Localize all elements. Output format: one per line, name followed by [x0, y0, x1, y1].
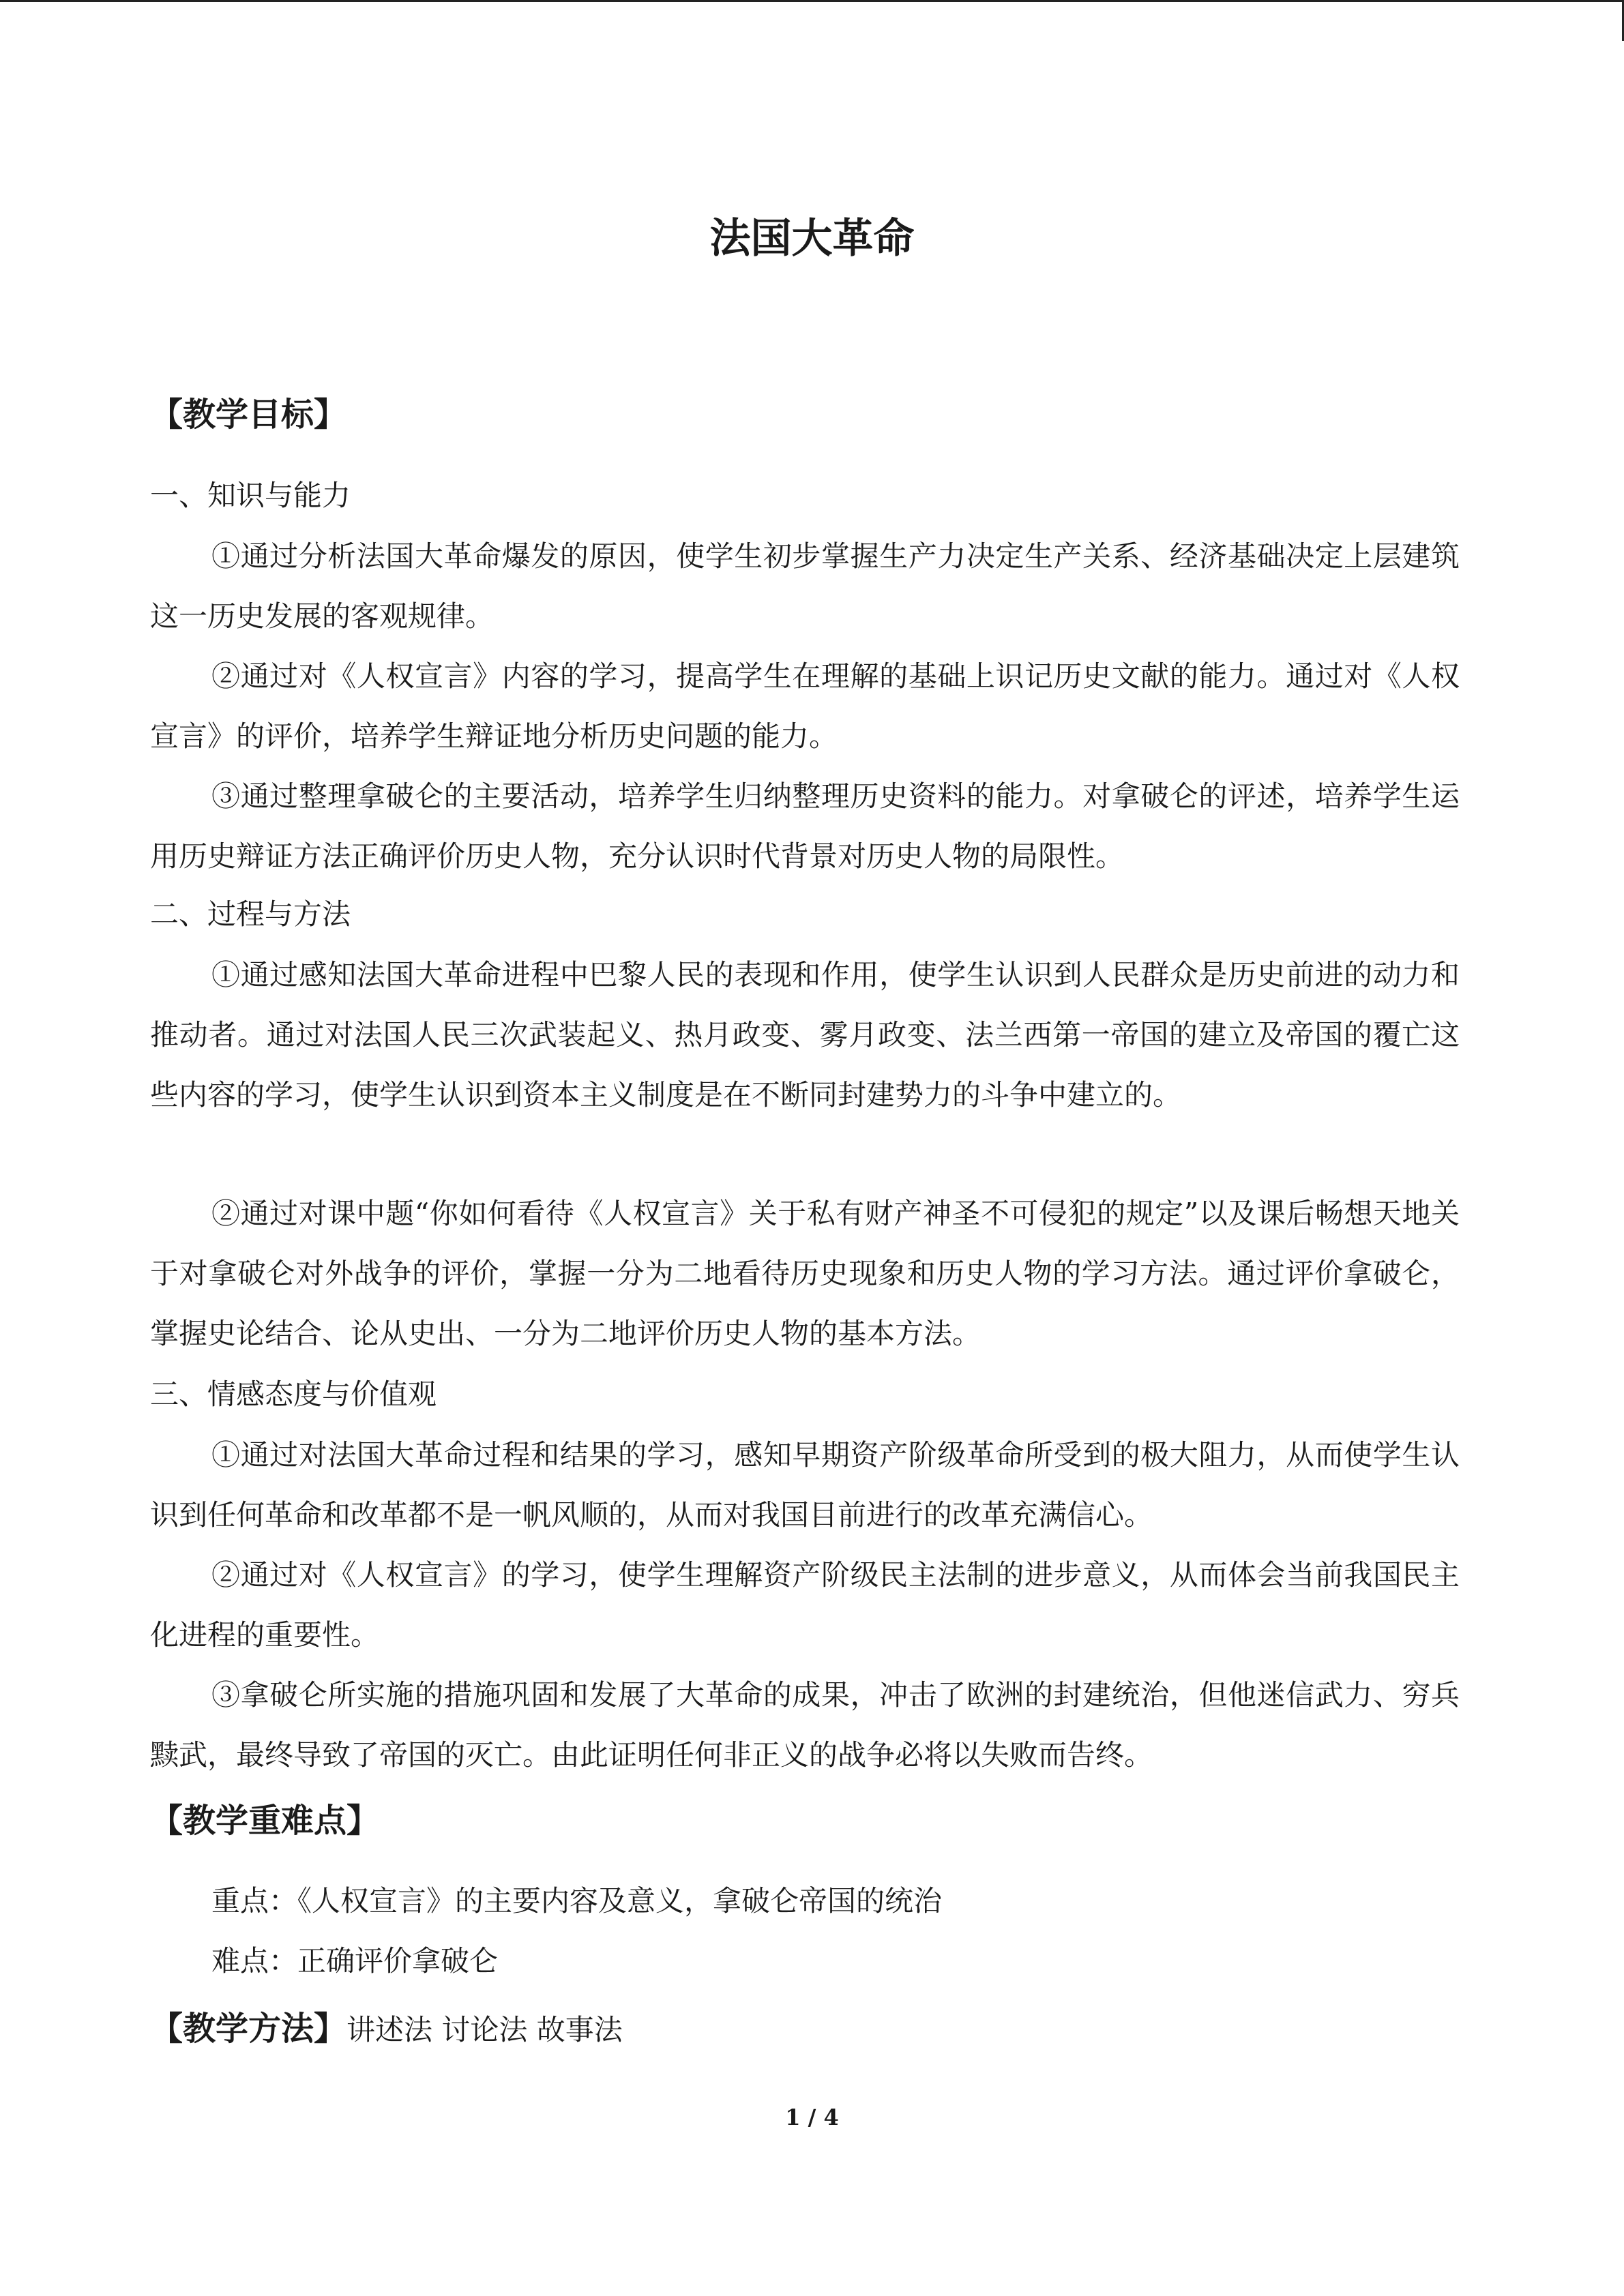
subheading-process-method: 二、过程与方法: [150, 897, 351, 931]
key-point-text: 重点：《人权宣言》的主要内容及意义，拿破仑帝国的统治: [211, 1884, 943, 1918]
subheading-knowledge-ability: 一、知识与能力: [150, 479, 351, 512]
paragraph-knowledge-2: ②通过对《人权宣言》内容的学习，提高学生在理解的基础上识记历史文献的能力。通过对《人权宣言》的评价，培养学生辩证地分析历史问题的能力。: [150, 659, 1460, 753]
teaching-methods-label: 【教学方法】: [150, 2010, 347, 2048]
page-number: 1 / 4: [785, 2104, 839, 2130]
paragraph-process-1: ①通过感知法国大革命进程中巴黎人民的表现和作用，使学生认识到人民群众是历史前进的动力和推动者。通过对法国人民三次武装起义、热月政变、雾月政变、法兰西第一帝国的建立及帝国的覆亡这些内容的学习，使学生认识到资本主义制度是在不断同封建势力的斗争中建立的。: [150, 958, 1460, 1112]
heading-teaching-goals: 【教学目标】: [150, 396, 347, 434]
paragraph-values-2: ②通过对《人权宣言》的学习，使学生理解资产阶级民主法制的进步意义，从而体会当前我国民主化进程的重要性。: [150, 1558, 1460, 1652]
heading-key-points: 【教学重难点】: [150, 1802, 380, 1840]
top-border-line: [0, 0, 1624, 2]
paragraph-knowledge-3: ③通过整理拿破仑的主要活动，培养学生归纳整理历史资料的能力。对拿破仑的评述，培养学生运用历史辩证方法正确评价历史人物，充分认识时代背景对历史人物的局限性。: [150, 779, 1460, 873]
document-title: 法国大革命: [709, 215, 915, 263]
subheading-values: 三、情感态度与价值观: [150, 1377, 437, 1411]
paragraph-values-1: ①通过对法国大革命过程和结果的学习，感知早期资产阶级革命所受到的极大阻力，从而使学生认识到任何革命和改革都不是一帆风顺的，从而对我国目前进行的改革充满信心。: [150, 1438, 1460, 1532]
difficult-point-text: 难点：正确评价拿破仑: [211, 1944, 499, 1978]
heading-teaching-methods: [150, 2001, 623, 2057]
teaching-methods-list: 讲述法 讨论法 故事法: [346, 2013, 623, 2046]
paragraph-knowledge-1: ①通过分析法国大革命爆发的原因，使学生初步掌握生产力决定生产关系、经济基础决定上层建筑这一历史发展的客观规律。: [150, 539, 1460, 633]
paragraph-values-3: ③拿破仑所实施的措施巩固和发展了大革命的成果，冲击了欧洲的封建统治，但他迷信武力、穷兵黩武，最终导致了帝国的灭亡。由此证明任何非正义的战争必将以失败而告终。: [150, 1678, 1460, 1772]
paragraph-process-2: ②通过对课中题“你如何看待《人权宣言》关于私有财产神圣不可侵犯的规定”以及课后畅想天地关于对拿破仑对外战争的评价，掌握一分为二地看待历史现象和历史人物的学习方法。通过评价拿破仑，掌握史论结合、论从史出、一分为二地评价历史人物的基本方法。: [150, 1197, 1460, 1350]
